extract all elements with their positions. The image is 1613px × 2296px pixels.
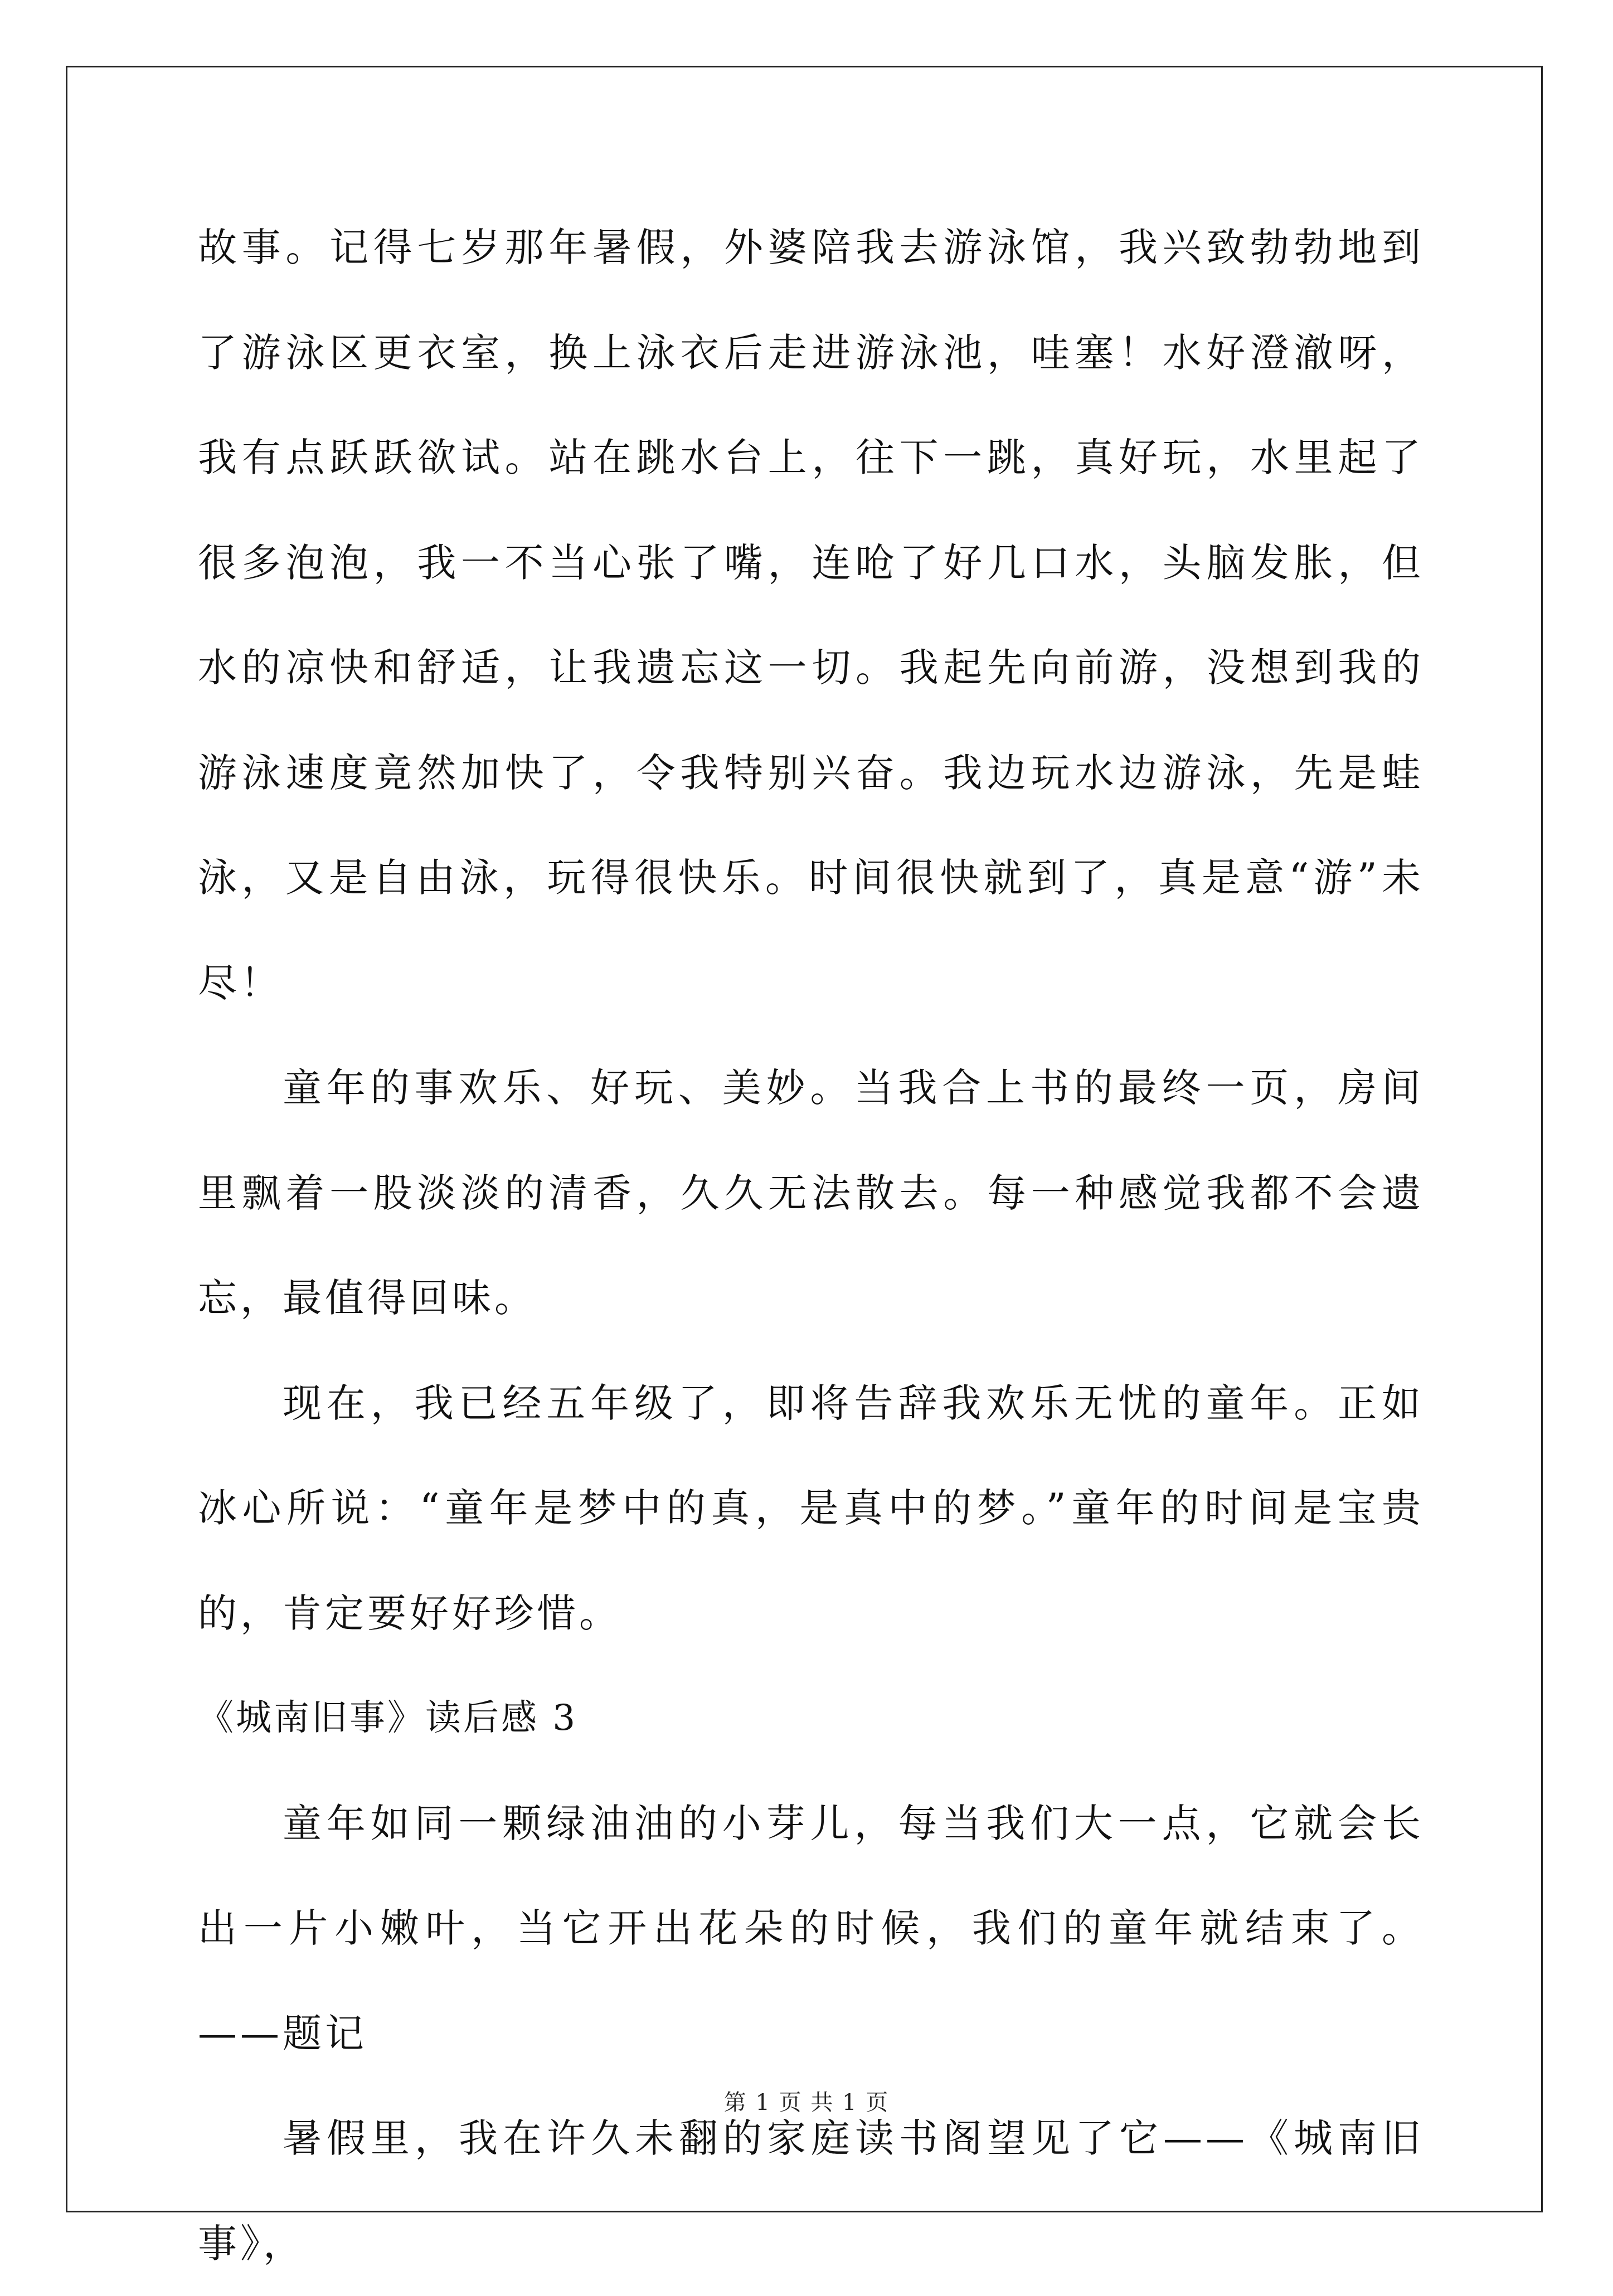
paragraph-childhood-joy: 童年的事欢乐、好玩、美妙。当我合上书的最终一页，房间里飘着一股淡淡的清香，久久无法散去。每一种感觉我都不会遗忘，最值得回味。: [198, 1065, 1424, 1321]
paragraph-swimming-story: 故事。记得七岁那年暑假，外婆陪我去游泳馆，我兴致勃勃地到了游泳区更衣室，换上泳衣后走进游泳池，哇塞！水好澄澈呀，我有点跃跃欲试。站在跳水台上，往下一跳，真好玩，水里起了很多泡泡，我一不当心张了嘴，连呛了好几口水，头脑发胀，但水的凉快和舒适，让我遗忘这一切。我起先向前游，没想到我的游泳速度竟然加快了，令我特别兴奋。我边玩水边游泳，先是蛙泳，又是自由泳，玩得很快乐。时间很快就到了，真是意“游”未尽！: [198, 225, 1424, 1006]
paragraph-epigraph: 童年如同一颗绿油油的小芽儿，每当我们大一点，它就会长出一片小嫩叶，当它开出花朵的时候，我们的童年就结束了。 ——题记: [198, 1800, 1424, 2056]
paragraph-fifth-grade: 现在，我已经五年级了，即将告辞我欢乐无忧的童年。正如冰心所说：“童年是梦中的真，是真中的梦。”童年的时间是宝贵的，肯定要好好珍惜。: [198, 1380, 1424, 1636]
page-footer: 第 1 页 共 1 页: [723, 2090, 890, 2115]
section-heading: 《城南旧事》读后感 3: [198, 1697, 578, 1739]
document-body: [198, 195, 1424, 2296]
paragraph-summer-reading: 暑假里，我在许久未翻的家庭读书阁望见了它——《城南旧事》，: [198, 2115, 1424, 2266]
